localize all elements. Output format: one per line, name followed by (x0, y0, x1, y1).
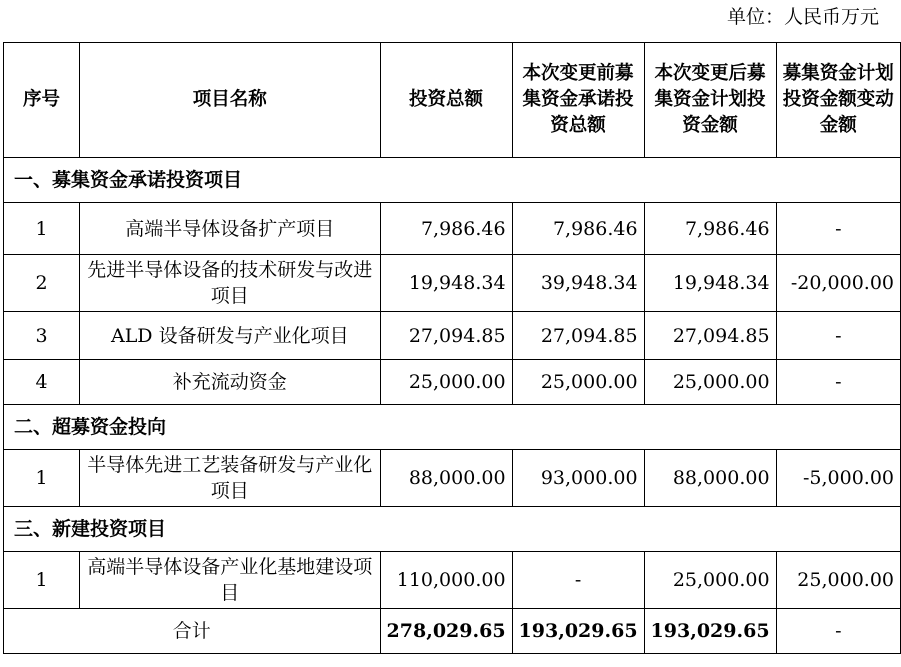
cell-name: 高端半导体设备扩产项目 (80, 203, 381, 255)
section-row (4, 158, 901, 203)
cell-total: 88,000.00 (380, 450, 512, 507)
cell-after: 27,094.85 (644, 312, 776, 360)
cell-after: 25,000.00 (644, 552, 776, 609)
cell-no: 2 (4, 255, 80, 312)
cell-total: 110,000.00 (380, 552, 512, 609)
total-change: - (776, 609, 900, 654)
cell-before: 27,094.85 (512, 312, 644, 360)
cell-no: 3 (4, 312, 80, 360)
cell-after: 88,000.00 (644, 450, 776, 507)
total-row (4, 609, 901, 654)
total-before: 193,029.65 (512, 609, 644, 654)
section-row (4, 405, 901, 450)
cell-before: 7,986.46 (512, 203, 644, 255)
header-row (4, 43, 901, 158)
investment-table (3, 42, 901, 654)
cell-before: 39,948.34 (512, 255, 644, 312)
cell-before: 25,000.00 (512, 360, 644, 405)
header-total: 投资总额 (380, 43, 512, 158)
table-row (4, 450, 901, 507)
section-title: 二、超募资金投向 (4, 405, 901, 450)
cell-no: 4 (4, 360, 80, 405)
cell-no: 1 (4, 552, 80, 609)
header-after: 本次变更后募集资金计划投资金额 (644, 43, 776, 158)
cell-change: - (776, 360, 900, 405)
cell-change: - (776, 203, 900, 255)
cell-change: -20,000.00 (776, 255, 900, 312)
total-total: 278,029.65 (380, 609, 512, 654)
table-row (4, 255, 901, 312)
cell-change: -5,000.00 (776, 450, 900, 507)
cell-after: 25,000.00 (644, 360, 776, 405)
cell-after: 19,948.34 (644, 255, 776, 312)
unit-label: 单位：人民币万元 (726, 6, 879, 28)
cell-total: 7,986.46 (380, 203, 512, 255)
cell-name: 补充流动资金 (80, 360, 381, 405)
cell-name: 先进半导体设备的技术研发与改进项目 (80, 255, 381, 312)
table-row (4, 312, 901, 360)
cell-change: - (776, 312, 900, 360)
section-title: 三、新建投资项目 (4, 507, 901, 552)
cell-no: 1 (4, 203, 80, 255)
table-row (4, 552, 901, 609)
header-name: 项目名称 (80, 43, 381, 158)
table-row (4, 203, 901, 255)
cell-total: 27,094.85 (380, 312, 512, 360)
cell-total: 19,948.34 (380, 255, 512, 312)
total-label: 合计 (4, 609, 381, 654)
header-before: 本次变更前募集资金承诺投资总额 (512, 43, 644, 158)
header-change: 募集资金计划投资金额变动金额 (776, 43, 900, 158)
cell-after: 7,986.46 (644, 203, 776, 255)
table-row (4, 360, 901, 405)
cell-no: 1 (4, 450, 80, 507)
cell-name: ALD 设备研发与产业化项目 (80, 312, 381, 360)
cell-change: 25,000.00 (776, 552, 900, 609)
cell-name: 半导体先进工艺装备研发与产业化项目 (80, 450, 381, 507)
cell-name: 高端半导体设备产业化基地建设项目 (80, 552, 381, 609)
section-title: 一、募集资金承诺投资项目 (4, 158, 901, 203)
cell-before: - (512, 552, 644, 609)
section-row (4, 507, 901, 552)
total-after: 193,029.65 (644, 609, 776, 654)
header-no: 序号 (4, 43, 80, 158)
cell-total: 25,000.00 (380, 360, 512, 405)
cell-before: 93,000.00 (512, 450, 644, 507)
